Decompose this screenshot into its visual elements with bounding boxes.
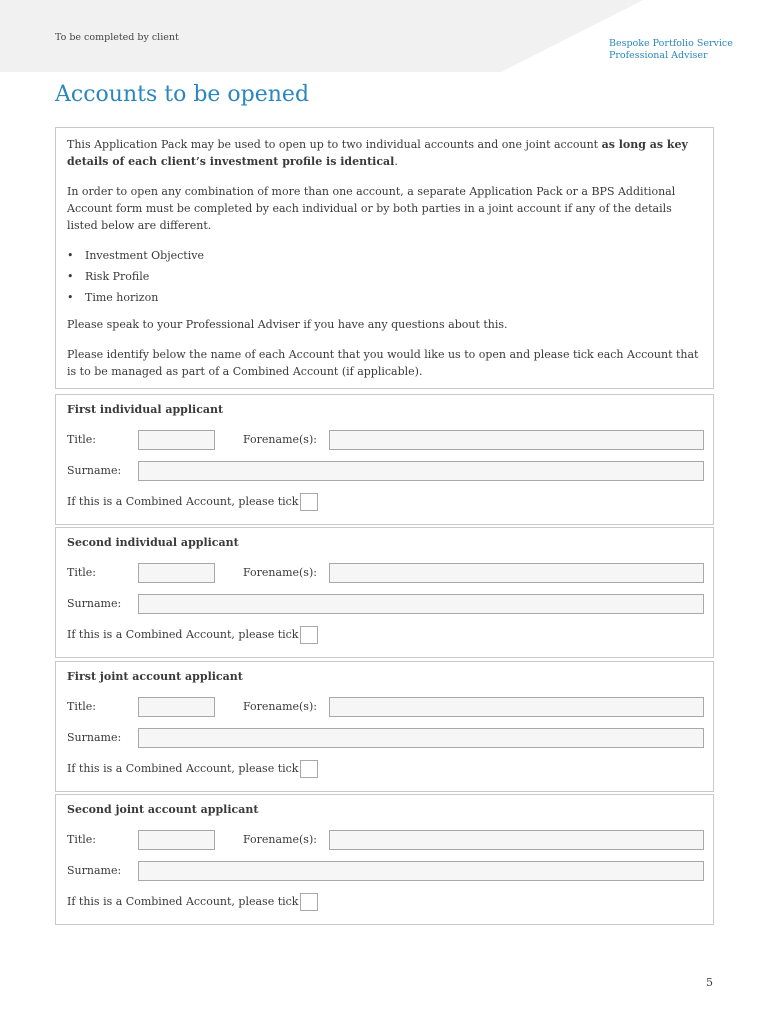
list-item: • Risk Profile — [67, 268, 702, 285]
combined-account-checkbox[interactable] — [300, 493, 318, 511]
surname-input[interactable] — [138, 861, 704, 881]
first-joint-account-applicant-section — [55, 661, 714, 792]
section-heading: First joint account applicant — [67, 670, 243, 683]
forenames-label: Forename(s): — [243, 700, 317, 713]
intro-paragraph-4: Please identify below the name of each Account that you would like us to open and please tick each Account that is to be managed as part of a Combined Account (if applicable). — [67, 348, 699, 378]
title-input[interactable] — [138, 563, 215, 583]
intro-paragraph-1 — [67, 136, 702, 170]
title-input[interactable] — [138, 430, 215, 450]
surname-label: Surname: — [67, 464, 122, 477]
forenames-label: Forename(s): — [243, 433, 317, 446]
header-adviser-label: Professional Adviser — [609, 50, 708, 61]
intro-paragraph-2: In order to open any combination of more than one account, a separate Application Pack or a BPS Additional Account form must be completed by each individual or by both parties in a joint account if any of the details listed below are different. — [67, 185, 676, 232]
header-service-name: Bespoke Portfolio Service — [609, 38, 733, 49]
surname-label: Surname: — [67, 731, 122, 744]
title-label: Title: — [67, 433, 97, 446]
list-item: • Investment Objective — [67, 247, 702, 264]
surname-input[interactable] — [138, 461, 704, 481]
surname-input[interactable] — [138, 728, 704, 748]
surname-label: Surname: — [67, 597, 122, 610]
second-joint-account-applicant-section — [55, 794, 714, 925]
title-input[interactable] — [138, 697, 215, 717]
title-label: Title: — [67, 566, 97, 579]
intro-paragraph-3: Please speak to your Professional Adviser if you have any questions about this. — [67, 318, 508, 331]
title-label: Title: — [67, 833, 97, 846]
title-label: Title: — [67, 700, 97, 713]
combined-account-checkbox[interactable] — [300, 760, 318, 778]
section-heading: Second individual applicant — [67, 536, 239, 549]
surname-label: Surname: — [67, 864, 122, 877]
header-service-label — [609, 38, 733, 62]
combined-account-label: If this is a Combined Account, please tick — [67, 762, 299, 775]
section-heading: Second joint account applicant — [67, 803, 259, 816]
forenames-input[interactable] — [329, 563, 704, 583]
criteria-list — [67, 247, 702, 306]
title-input[interactable] — [138, 830, 215, 850]
forenames-input[interactable] — [329, 830, 704, 850]
combined-account-label: If this is a Combined Account, please tick — [67, 628, 299, 641]
forenames-label: Forename(s): — [243, 833, 317, 846]
combined-account-checkbox[interactable] — [300, 893, 318, 911]
forenames-label: Forename(s): — [243, 566, 317, 579]
intro-p1-text: This Application Pack may be used to open up to two individual accounts and one joint account — [67, 138, 602, 151]
page-title: Accounts to be opened — [55, 82, 310, 107]
forenames-input[interactable] — [329, 430, 704, 450]
intro-p1-end: . — [394, 155, 398, 168]
list-item: • Time horizon — [67, 289, 702, 306]
surname-input[interactable] — [138, 594, 704, 614]
combined-account-checkbox[interactable] — [300, 626, 318, 644]
intro-box — [55, 127, 714, 389]
second-individual-applicant-section — [55, 527, 714, 658]
first-individual-applicant-section — [55, 394, 714, 525]
header-client-note: To be completed by client — [55, 32, 179, 43]
combined-account-label: If this is a Combined Account, please tick — [67, 495, 299, 508]
intro-p1-bold: as long as key details of each client’s investment profile is identical — [67, 138, 688, 168]
forenames-input[interactable] — [329, 697, 704, 717]
section-heading: First individual applicant — [67, 403, 224, 416]
combined-account-label: If this is a Combined Account, please tick — [67, 895, 299, 908]
page-number: 5 — [706, 976, 713, 989]
